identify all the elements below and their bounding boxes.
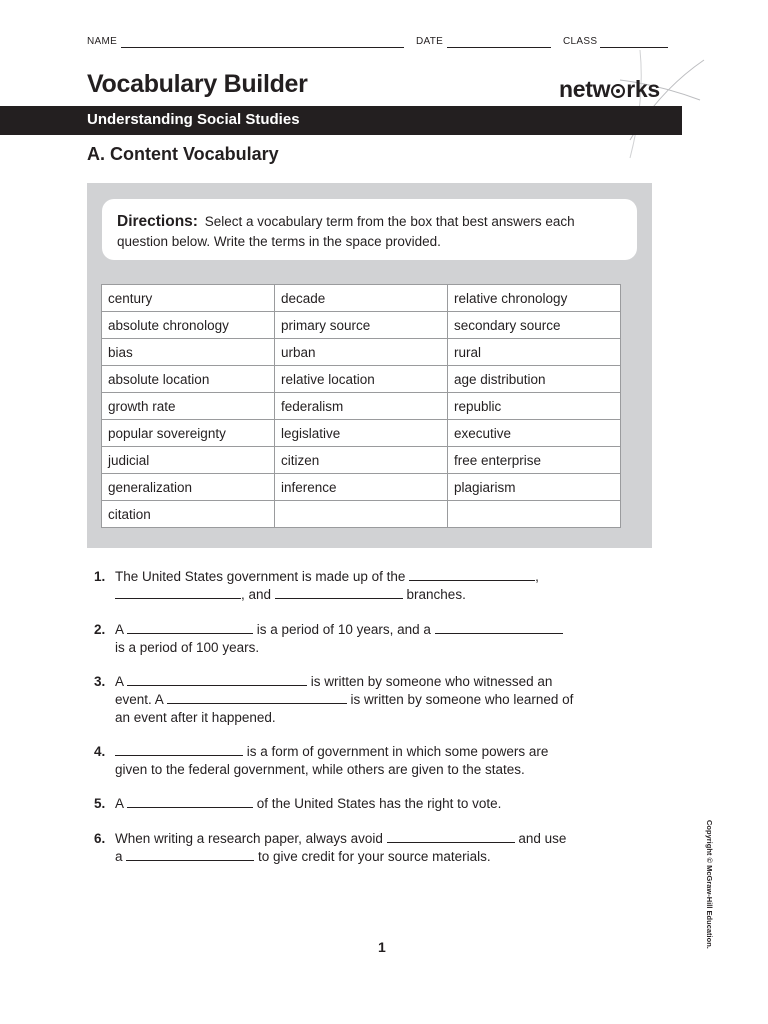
answer-blank[interactable] [126, 848, 254, 861]
answer-blank[interactable] [127, 795, 253, 808]
answer-blank[interactable] [167, 691, 347, 704]
question-4 [94, 743, 575, 779]
question-text [115, 673, 575, 727]
question-number: 5. [94, 796, 106, 811]
circle-dot-icon [611, 84, 625, 98]
question-segment: A [115, 674, 128, 689]
directions-text: Select a vocabulary term from the box that best answers each question below. Write the terms in the space provided. [117, 214, 575, 249]
section-heading: A. Content Vocabulary [87, 144, 279, 164]
vocabulary-term-table [101, 284, 621, 528]
directions-panel [102, 199, 637, 260]
vocab-term-cell: citizen [275, 447, 448, 474]
networks-logo [559, 76, 660, 103]
vocab-row [102, 312, 621, 339]
question-segment: and use a [115, 831, 567, 864]
question-segment: to give credit for your source materials. [254, 849, 491, 864]
question-text [115, 568, 575, 604]
question-text [115, 795, 575, 813]
question-segment: is a period of 10 years, and a [253, 622, 435, 637]
vocab-row [102, 339, 621, 366]
banner-text: Understanding Social Studies [87, 111, 300, 128]
answer-blank[interactable] [387, 830, 515, 843]
question-segment: , and [241, 587, 275, 602]
page-number: 1 [378, 939, 386, 955]
vocab-term-cell: judicial [102, 447, 275, 474]
question-segment: is written by someone who witnessed an event. A [115, 674, 553, 707]
answer-blank[interactable] [275, 586, 403, 599]
question-segment: is a period of 100 years. [115, 640, 260, 655]
logo-text-end: rks [626, 76, 660, 102]
question-1 [94, 568, 575, 604]
vocab-term-cell: growth rate [102, 393, 275, 420]
vocab-term-cell: republic [448, 393, 621, 420]
question-number: 3. [94, 674, 106, 689]
vocab-term-cell [275, 501, 448, 528]
vocab-term-cell: citation [102, 501, 275, 528]
vocab-term-cell: generalization [102, 474, 275, 501]
question-number: 2. [94, 622, 106, 637]
answer-blank[interactable] [435, 621, 563, 634]
question-segment: , [535, 569, 539, 584]
date-label: DATE [416, 36, 444, 47]
question-2 [94, 621, 575, 657]
question-5 [94, 795, 575, 813]
vocab-row [102, 285, 621, 312]
vocab-term-cell: primary source [275, 312, 448, 339]
vocab-term-cell: absolute location [102, 366, 275, 393]
vocab-term-cell: relative chronology [448, 285, 621, 312]
subtitle-banner [0, 106, 682, 135]
question-number: 6. [94, 831, 106, 846]
question-segment: branches. [402, 587, 466, 602]
name-field[interactable] [121, 47, 404, 48]
vocab-term-cell: plagiarism [448, 474, 621, 501]
vocab-term-cell: federalism [275, 393, 448, 420]
answer-blank[interactable] [127, 621, 253, 634]
directions-label: Directions: [117, 213, 198, 230]
question-segment: is written by someone who learned of an event after it happened. [115, 692, 574, 725]
vocab-term-cell: secondary source [448, 312, 621, 339]
copyright-notice [702, 820, 714, 960]
vocab-term-cell: legislative [275, 420, 448, 447]
vocab-term-cell: executive [448, 420, 621, 447]
question-segment: A [115, 796, 128, 811]
vocab-term-cell: popular sovereignty [102, 420, 275, 447]
vocab-term-cell: age distribution [448, 366, 621, 393]
vocab-term-cell: absolute chronology [102, 312, 275, 339]
vocab-term-cell: decade [275, 285, 448, 312]
page-title: Vocabulary Builder [87, 70, 308, 98]
vocab-term-cell: relative location [275, 366, 448, 393]
question-text [115, 743, 575, 779]
question-number: 4. [94, 744, 106, 759]
answer-blank[interactable] [127, 673, 307, 686]
vocab-row [102, 366, 621, 393]
class-label: CLASS [563, 36, 598, 47]
vocabulary-box [87, 183, 652, 548]
question-segment: of the United States has the right to vote. [253, 796, 502, 811]
vocab-row [102, 420, 621, 447]
copyright-text: Copyright © McGraw-Hill Education. [705, 820, 714, 949]
question-text [115, 621, 575, 657]
answer-blank[interactable] [115, 743, 243, 756]
logo-text-start: netw [559, 76, 611, 102]
vocab-row [102, 474, 621, 501]
question-number: 1. [94, 569, 106, 584]
question-segment: When writing a research paper, always avoid [115, 831, 387, 846]
question-segment: is a form of government in which some powers are given to the federal government, while others are given to the states. [115, 744, 549, 777]
vocab-term-cell: century [102, 285, 275, 312]
question-3 [94, 673, 575, 727]
question-segment: The United States government is made up of the [115, 569, 410, 584]
vocab-term-cell: bias [102, 339, 275, 366]
question-segment: A [115, 622, 128, 637]
vocab-row [102, 501, 621, 528]
vocab-term-cell: free enterprise [448, 447, 621, 474]
vocab-term-cell: rural [448, 339, 621, 366]
date-field[interactable] [447, 47, 551, 48]
question-text [115, 830, 575, 866]
vocab-term-cell: urban [275, 339, 448, 366]
answer-blank[interactable] [115, 586, 241, 599]
vocab-term-cell: inference [275, 474, 448, 501]
question-6 [94, 830, 575, 866]
vocab-term-cell [448, 501, 621, 528]
name-label: NAME [87, 36, 118, 47]
vocab-row [102, 393, 621, 420]
vocab-row [102, 447, 621, 474]
answer-blank[interactable] [409, 568, 535, 581]
student-info-fields [87, 36, 668, 50]
